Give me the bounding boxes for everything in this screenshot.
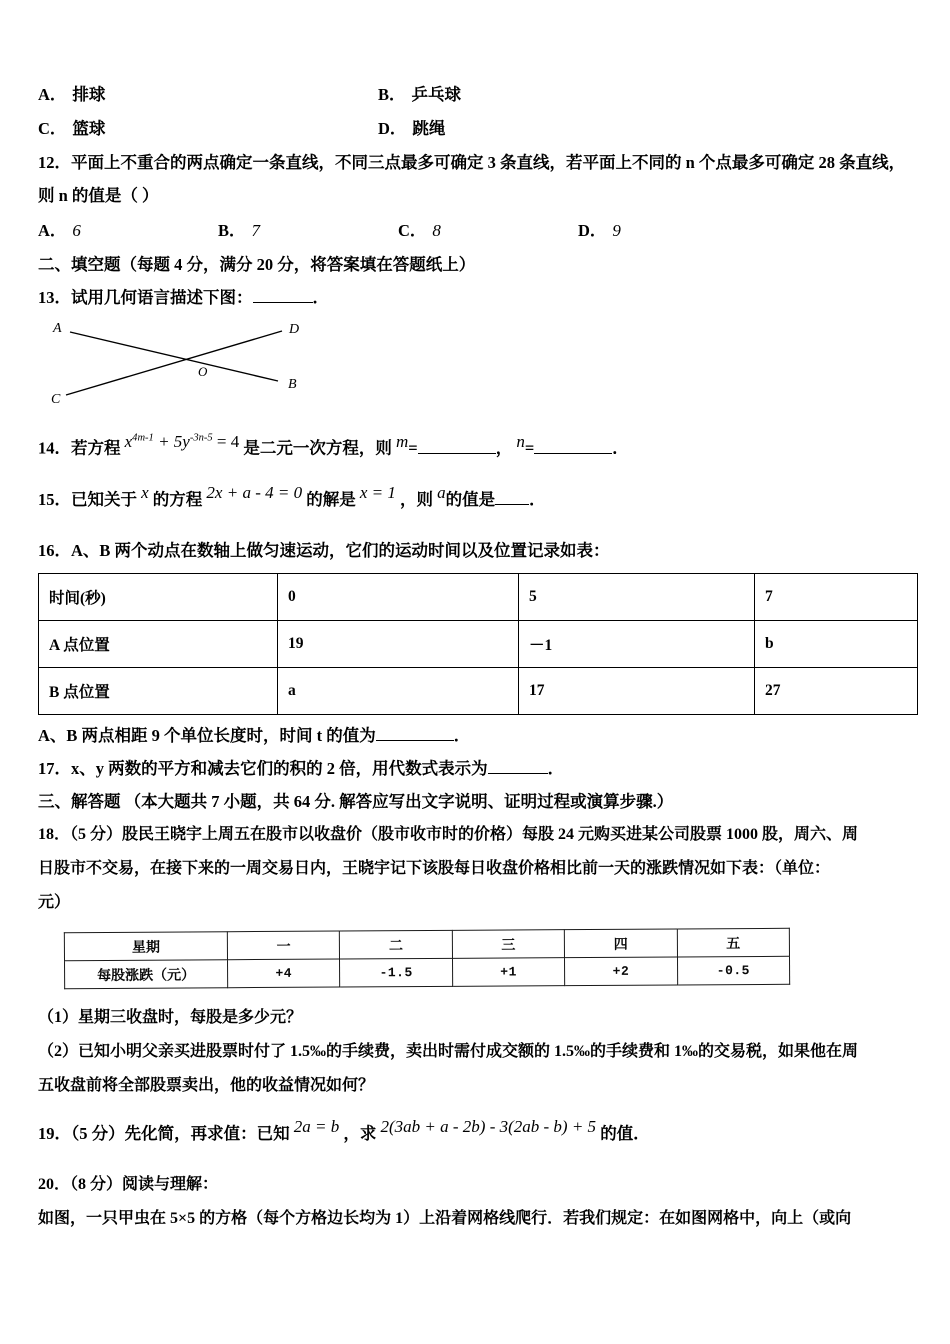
q16-row-0-label: 时间(秒) [39, 573, 278, 620]
q18-change-2: +1 [452, 957, 565, 986]
q17-stem-period: ． [547, 758, 565, 778]
q17-stem [38, 752, 918, 785]
q16-followup [38, 719, 918, 752]
q16-row-0-cell-0: 0 [278, 573, 519, 620]
q18-stock-table-scan [64, 930, 790, 987]
q11-choice-a-letter: A． [38, 85, 67, 104]
q15-var-x: x [141, 482, 149, 502]
q11-choice-d-text: 跳绳 [412, 119, 446, 138]
q12-choice-b-text: 7 [251, 221, 261, 240]
q20-stem-line1: 20．（8 分）阅读与理解： [38, 1175, 219, 1193]
q12-choice-c[interactable] [398, 214, 578, 248]
q17-answer-blank[interactable] [488, 773, 548, 774]
q18-change-3: +2 [565, 957, 678, 986]
q11-choice-c-letter: C． [38, 119, 67, 138]
q16-row-1-label: A 点位置 [39, 620, 278, 667]
q19-mid: ，求 [343, 1123, 377, 1143]
q12-stem-line2: 则 n 的值是（ ） [38, 186, 159, 205]
q13-figure-intersecting-lines [46, 320, 346, 412]
q14-blank-m[interactable] [418, 453, 496, 454]
q19-prefix: 19．（5 分）先化简，再求值：已知 [38, 1123, 290, 1143]
q11-choice-a[interactable] [38, 78, 378, 112]
q18-day-1: 二 [340, 930, 453, 959]
q12-choice-d[interactable] [578, 214, 621, 248]
q15-mid2: 的解是 [306, 489, 356, 509]
q11-choices-row-2 [38, 112, 918, 146]
q12-choice-b[interactable] [218, 214, 398, 248]
q11-choice-c[interactable] [38, 112, 378, 146]
q14-comma: ， [495, 438, 513, 458]
q14-var-x: x [124, 431, 133, 451]
q12-choice-a-letter: A． [38, 221, 67, 240]
q16-row-0-cell-2: 7 [755, 573, 918, 620]
q18-day-0: 一 [227, 931, 340, 960]
table-row [64, 928, 789, 960]
q15-period: ． [529, 489, 546, 509]
q18-row-label-change: 每股涨跌（元） [65, 959, 228, 988]
q11-choice-b-letter: B． [378, 85, 406, 104]
figure-label-d: D [289, 322, 300, 337]
q11-choice-a-text: 排球 [72, 85, 106, 104]
q18-sub-question-2-line1: （2）已知小明父亲买进股票时付了 1.5‰的手续费，卖出时需付成交额的 1.5‰的手续费和 1‰的交易税，如果他在周 [38, 1042, 859, 1060]
figure-label-b: B [288, 377, 297, 392]
q14-sup-x: 4m-1 [132, 432, 154, 443]
q20-stem-line2: 如图，一只甲虫在 5×5 的方格（每个方格边长均为 1）上沿着网格线爬行．若我们规定：在如图网格中，向上（或向 [38, 1209, 852, 1227]
q12-choice-a-text: 6 [72, 221, 81, 240]
q14-blank-n[interactable] [534, 453, 612, 454]
q16-row-2-cell-1: 17 [519, 667, 755, 714]
q19-expression: 2(3ab + a - 2b) - 3(2ab - b) + 5 [380, 1116, 597, 1136]
q15-prefix: 15．已知关于 [38, 489, 137, 509]
q16-followup-text: A、B 两点相距 9 个单位长度时，时间 t 的值为 [38, 725, 376, 745]
figure-label-c: C [51, 392, 61, 407]
q16-row-1-cell-2: b [755, 620, 918, 667]
q14-mid: 是二元一次方程，则 [243, 438, 392, 458]
q12-choice-a[interactable] [38, 214, 218, 248]
q16-row-1-cell-0: 19 [278, 620, 519, 667]
q18-change-1: -1.5 [340, 958, 453, 987]
table-row [39, 573, 918, 620]
q12-choice-d-letter: D． [578, 221, 607, 240]
q16-row-2-cell-0: a [278, 667, 519, 714]
q16-row-1-cell-1: －1 [519, 620, 755, 667]
q16-followup-period: ． [453, 725, 471, 745]
q16-row-2-label: B 点位置 [39, 667, 278, 714]
q15-stem [38, 483, 918, 516]
q16-row-0-cell-1: 5 [519, 573, 755, 620]
q18-stock-change-table [64, 927, 790, 988]
q16-answer-blank[interactable] [376, 740, 454, 741]
q18-change-0: +4 [228, 959, 341, 988]
q14-stem [38, 428, 918, 465]
q13-stem [38, 281, 918, 314]
q14-prefix: 14．若方程 [38, 438, 121, 458]
q11-choice-b[interactable] [378, 78, 461, 112]
line-ab [70, 332, 278, 381]
q14-eq2: = [524, 438, 535, 458]
q18-stem-line1: 18．（5 分）股民王晓宇上周五在股市以收盘价（股市收市时的价格）每股 24 元购买进某公司股票 1000 股，周六、周 [38, 825, 859, 843]
q16-motion-table [38, 573, 918, 715]
q14-sup-y: -3n-5 [189, 432, 213, 443]
q18-stem-line3: 元） [38, 893, 71, 911]
section-2-heading: 二、填空题（每题 4 分，满分 20 分，将答案填在答题纸上） [38, 255, 476, 274]
q18-change-4: -0.5 [677, 956, 790, 985]
q19-suffix: 的值． [600, 1123, 650, 1143]
q12-choices-row [38, 214, 918, 248]
figure-label-o: O [198, 364, 208, 379]
q11-choice-d[interactable] [378, 112, 445, 146]
q12-choice-d-text: 9 [612, 221, 621, 240]
line-cd [66, 331, 282, 395]
q14-eq1: = [408, 438, 418, 458]
q12-choice-c-letter: C． [398, 221, 427, 240]
table-row [39, 667, 918, 714]
page-content [38, 78, 918, 1236]
q12-choice-c-text: 8 [432, 221, 441, 240]
q19-stem [38, 1117, 918, 1150]
q12-choice-b-letter: B． [218, 221, 246, 240]
intersecting-lines-svg [46, 320, 346, 412]
q18-row-label-weekday: 星期 [64, 931, 227, 960]
q14-var-n: n [516, 431, 525, 451]
q18-day-2: 三 [452, 929, 565, 958]
table-row [65, 956, 790, 988]
q17-stem-text: 17．x、y 两数的平方和减去它们的积的 2 倍，用代数式表示为 [38, 758, 488, 778]
q18-sub-question-2-line2: 五收盘前将全部股票卖出，他的收益情况如何？ [38, 1076, 375, 1094]
q11-choices-row-1 [38, 78, 918, 112]
q14-eq-4: = 4 [216, 431, 240, 451]
q18-day-3: 四 [564, 929, 677, 958]
q18-stem-line2: 日股市不交易，在接下来的一周交易日内，王晓宇记下该股每日收盘价格相比前一天的涨跌情况如下表：（单位： [38, 859, 831, 877]
q15-suffix: 的值是 [445, 489, 496, 509]
q15-var-a: a [437, 482, 446, 502]
q11-choice-c-text: 篮球 [72, 119, 106, 138]
section-3-heading: 三、解答题 （本大题共 7 小题，共 64 分. 解答应写出文字说明、证明过程或演算步骤.） [38, 791, 674, 811]
q11-choice-b-text: 乒乓球 [411, 85, 462, 104]
q15-equation: 2x + a - 4 = 0 [206, 482, 303, 502]
figure-label-a: A [53, 321, 62, 336]
q16-stem: 16．A、B 两个动点在数轴上做匀速运动，它们的运动时间以及位置记录如表： [38, 540, 610, 560]
q14-var-m: m [396, 431, 409, 451]
q14-equation [125, 432, 240, 451]
q15-mid3: ，则 [399, 489, 433, 509]
q14-period: ． [612, 438, 629, 458]
q18-sub-question-1: （1）星期三收盘时，每股是多少元？ [38, 1008, 303, 1026]
q13-stem-text: 13．试用几何语言描述下图： [38, 288, 253, 307]
q13-stem-period: ． [312, 288, 329, 307]
q11-choice-d-letter: D． [378, 119, 407, 138]
q12-stem-line1: 12．平面上不重合的两点确定一条直线，不同三点最多可确定 3 条直线，若平面上不同的 n 个点最多可确定 28 条直线， [38, 153, 906, 172]
q18-day-4: 五 [677, 928, 790, 957]
q19-given: 2a = b [293, 1116, 340, 1136]
q14-plus-5y: + 5y [158, 431, 190, 451]
q15-answer-blank[interactable] [495, 504, 529, 505]
table-row [39, 620, 918, 667]
q13-answer-blank[interactable] [253, 302, 313, 303]
q15-mid1: 的方程 [152, 489, 203, 509]
q16-row-2-cell-2: 27 [755, 667, 918, 714]
q15-solution: x = 1 [359, 482, 396, 502]
